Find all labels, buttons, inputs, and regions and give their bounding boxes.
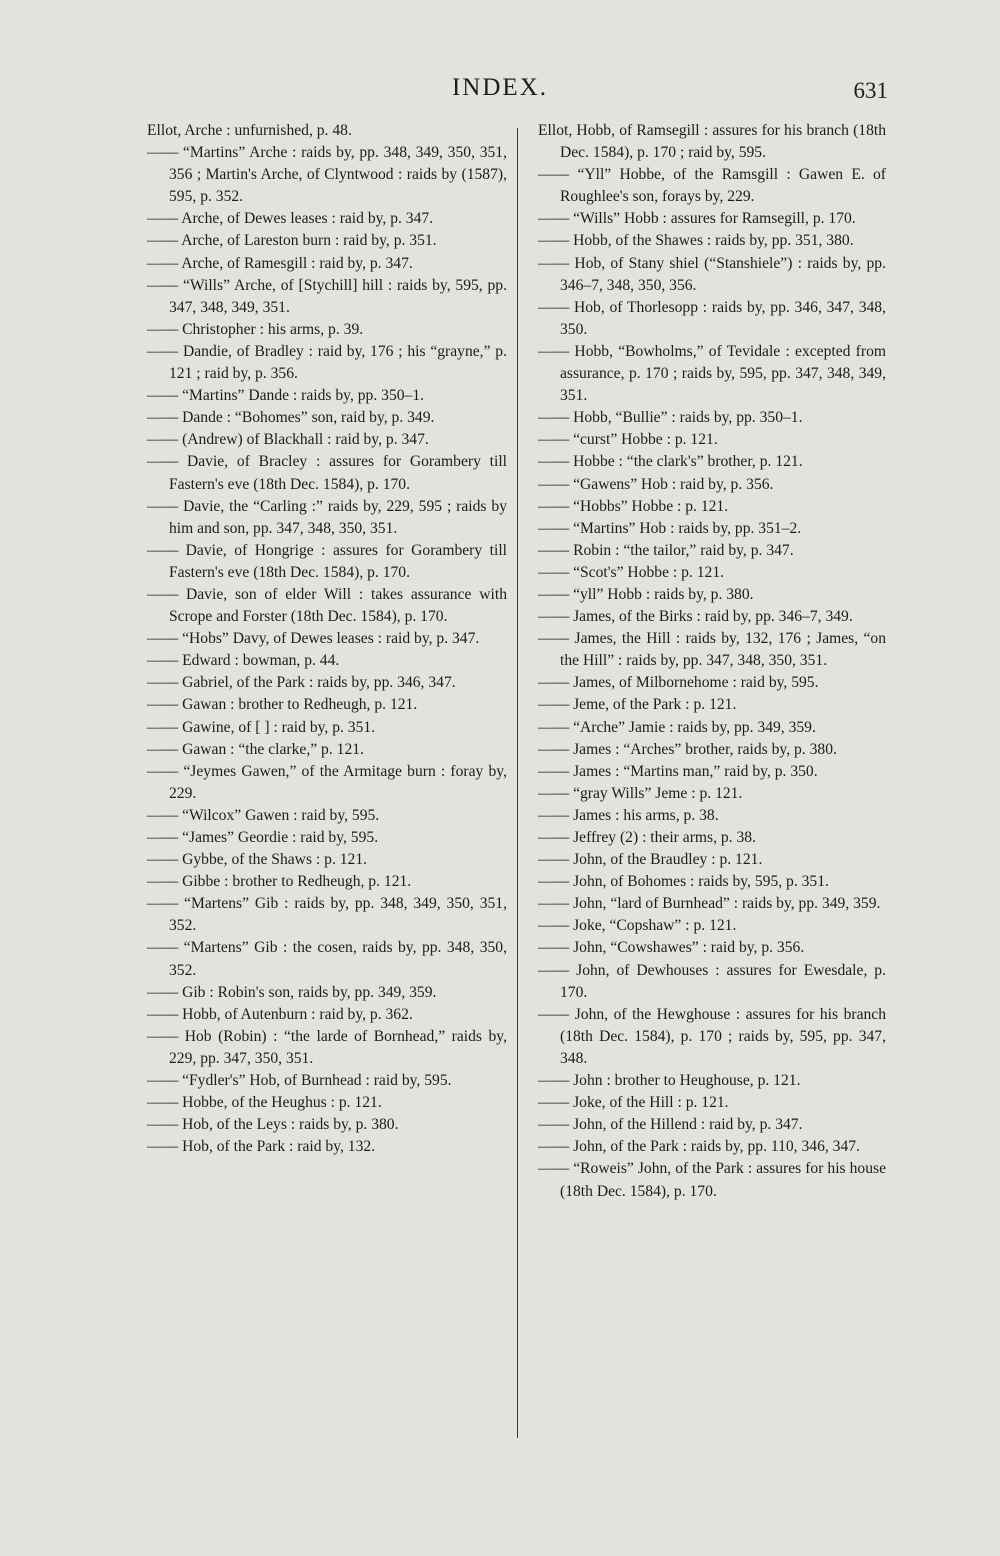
index-entry: —— (Andrew) of Blackhall : raid by, p. 347. (147, 431, 429, 449)
index-entry: —— John, “Cowshawes” : raid by, p. 356. (538, 939, 805, 957)
index-entry: —— Hobbe, of the Heughus : p. 121. (147, 1094, 382, 1112)
index-entry: —— James : “Arches” brother, raids by, p. 380. (538, 740, 837, 758)
index-entry: —— John, of the Park : raids by, pp. 110, 346, 347. (538, 1138, 860, 1156)
index-entry: —— Gibbe : brother to Redheugh, p. 121. (147, 873, 412, 891)
column-divider (517, 128, 518, 1438)
index-entry: —— John, of the Braudley : p. 121. (538, 851, 763, 869)
index-entry: —— “Jeymes Gawen,” of the Armitage burn : foray by, 229. (147, 762, 507, 802)
index-entry: —— John, of Bohomes : raids by, 595, p. 351. (538, 873, 829, 891)
index-entry: —— Hob, of Stany shiel (“Stanshiele”) : raids by, pp. 346–7, 348, 350, 356. (538, 254, 886, 294)
index-entry: —— Robin : “the tailor,” raid by, p. 347. (538, 541, 794, 559)
index-entry: Ellot, Arche : unfurnished, p. 48. (147, 122, 352, 139)
index-entry: —— Hob, of the Leys : raids by, p. 380. (147, 1116, 399, 1134)
index-entry: —— Arche, of Lareston burn : raid by, p. 351. (147, 232, 437, 250)
index-entry: —— “Hobbs” Hobbe : p. 121. (538, 497, 729, 515)
index-entry: —— Gawan : brother to Redheugh, p. 121. (147, 696, 418, 714)
index-entry: —— Christopher : his arms, p. 39. (147, 320, 364, 338)
index-entry: —— Hobb, of Autenburn : raid by, p. 362. (147, 1005, 413, 1023)
index-entry: —— “Martins” Dande : raids by, pp. 350–1. (147, 387, 425, 405)
index-entry: —— “Yll” Hobbe, of the Ramsgill : Gawen E. of Roughlee's son, forays by, 229. (538, 166, 886, 206)
index-entry: —— Hob, of Thorlesopp : raids by, pp. 346, 347, 348, 350. (538, 298, 886, 338)
index-entry: —— Hob (Robin) : “the larde of Bornhead,” raids by, 229, pp. 347, 350, 351. (147, 1027, 507, 1067)
index-entry: —— Gawan : “the clarke,” p. 121. (147, 740, 364, 758)
index-entry: —— Davie, son of elder Will : takes assurance with Scrope and Forster (18th Dec. 1584), p. 170. (147, 585, 507, 626)
index-entry: —— “Wilcox” Gawen : raid by, 595. (147, 806, 380, 824)
index-entry: —— James : his arms, p. 38. (538, 806, 719, 824)
index-entry: —— James, of the Birks : raid by, pp. 346–7, 349. (538, 608, 853, 626)
index-entry: —— “Arche” Jamie : raids by, pp. 349, 359. (538, 718, 816, 736)
index-entry: —— Hobb, “Bowholms,” of Tevidale : excepted from assurance, p. 170 ; raids by, 595, pp. 347, 348, 349, 351. (538, 342, 886, 405)
index-entry: —— Dandie, of Bradley : raid by, 176 ; his “grayne,” p. 121 ; raid by, p. 356. (147, 342, 507, 383)
index-entry: —— Jeme, of the Park : p. 121. (538, 696, 737, 714)
index-entry: —— “Martins” Arche : raids by, pp. 348, 349, 350, 351, 356 ; Martin's Arche, of Clyntwood : raids by (1587), 595, p. 352. (147, 144, 507, 206)
index-entry: —— “Scot's” Hobbe : p. 121. (538, 563, 725, 581)
index-entry: —— Hob, of the Park : raid by, 132. (147, 1138, 376, 1156)
index-entry: —— “Martens” Gib : raids by, pp. 348, 349, 350, 351, 352. (147, 895, 507, 935)
index-entry: —— John, of Dewhouses : assures for Ewesdale, p. 170. (538, 961, 886, 1001)
index-entry: —— John, of the Hillend : raid by, p. 347. (538, 1116, 803, 1134)
index-entry: —— “curst” Hobbe : p. 121. (538, 431, 718, 449)
index-entry: —— James, the Hill : raids by, 132, 176 ; James, “on the Hill” : raids by, pp. 347, 348, 350, 351. (538, 630, 886, 670)
index-entry: —— “Roweis” John, of the Park : assures for his house (18th Dec. 1584), p. 170. (538, 1160, 886, 1200)
index-entry: —— “gray Wills” Jeme : p. 121. (538, 784, 743, 802)
index-entry: —— James, of Milbornehome : raid by, 595. (538, 674, 819, 692)
index-entry: —— Joke, of the Hill : p. 121. (538, 1094, 729, 1112)
index-entry: —— “Martins” Hob : raids by, pp. 351–2. (538, 519, 802, 537)
index-entry: —— Arche, of Dewes leases : raid by, p. 347. (147, 210, 434, 228)
index-entry: —— Gybbe, of the Shaws : p. 121. (147, 851, 368, 869)
index-entry: —— “James” Geordie : raid by, 595. (147, 829, 379, 846)
index-entry: —— Gabriel, of the Park : raids by, pp. 346, 347. (147, 674, 456, 692)
index-entry: —— Joke, “Copshaw” : p. 121. (538, 917, 737, 935)
index-entry: —— Davie, of Bracley : assures for Gorambery till Fastern's eve (18th Dec. 1584), p. 170. (147, 453, 507, 493)
index-entry: —— John, “lard of Burnhead” : raids by, pp. 349, 359. (538, 895, 881, 913)
page-number: 631 (853, 78, 888, 103)
index-entry: —— Dande : “Bohomes” son, raid by, p. 349. (147, 409, 435, 427)
index-entry: —— “Martens” Gib : the cosen, raids by, pp. 348, 350, 352. (147, 939, 507, 979)
index-entry: —— John : brother to Heughouse, p. 121. (538, 1072, 801, 1090)
index-entry: —— “Hobs” Davy, of Dewes leases : raid by, p. 347. (147, 630, 480, 648)
index-entry: —— Edward : bowman, p. 44. (147, 652, 340, 670)
index-entry: —— Arche, of Ramesgill : raid by, p. 347. (147, 254, 413, 272)
index-entry: —— “Fydler's” Hob, of Burnhead : raid by, 595. (147, 1072, 452, 1090)
index-entry: —— Hobb, of the Shawes : raids by, pp. 351, 380. (538, 232, 854, 250)
index-entry: —— James : “Martins man,” raid by, p. 350. (538, 762, 818, 780)
index-entry: —— Davie, of Hongrige : assures for Gorambery till Fastern's eve (18th Dec. 1584), p. 170. (147, 541, 507, 581)
page-title: INDEX. (451, 74, 548, 101)
index-entry: —— Hobb, “Bullie” : raids by, pp. 350–1. (538, 409, 803, 427)
index-entry: —— Gawine, of [ ] : raid by, p. 351. (147, 718, 376, 736)
index-entry: —— Hobbe : “the clark's” brother, p. 121. (538, 453, 803, 471)
left-index-column (147, 120, 507, 1158)
index-entry: —— “Gawens” Hob : raid by, p. 356. (538, 475, 774, 493)
index-entry: —— John, of the Hewghouse : assures for his branch (18th Dec. 1584), p. 170 ; raids by, 595, pp. 347, 348. (538, 1005, 886, 1067)
index-entry: —— Davie, the “Carling :” raids by, 229, 595 ; raids by him and son, pp. 347, 348, 350, 351. (147, 497, 507, 537)
index-entry: —— Gib : Robin's son, raids by, pp. 349, 359. (147, 983, 437, 1001)
index-entry: —— Jeffrey (2) : their arms, p. 38. (538, 829, 756, 846)
index-entry: —— “Wills” Arche, of [Stychill] hill : raids by, 595, pp. 347, 348, 349, 351. (147, 276, 507, 316)
index-entry: —— “Wills” Hobb : assures for Ramsegill, p. 170. (538, 210, 856, 228)
index-entry: Ellot, Hobb, of Ramsegill : assures for his branch (18th Dec. 1584), p. 170 ; raid by, 595. (538, 122, 886, 162)
index-entry: —— “yll” Hobb : raids by, p. 380. (538, 585, 754, 603)
right-index-column (538, 120, 886, 1203)
